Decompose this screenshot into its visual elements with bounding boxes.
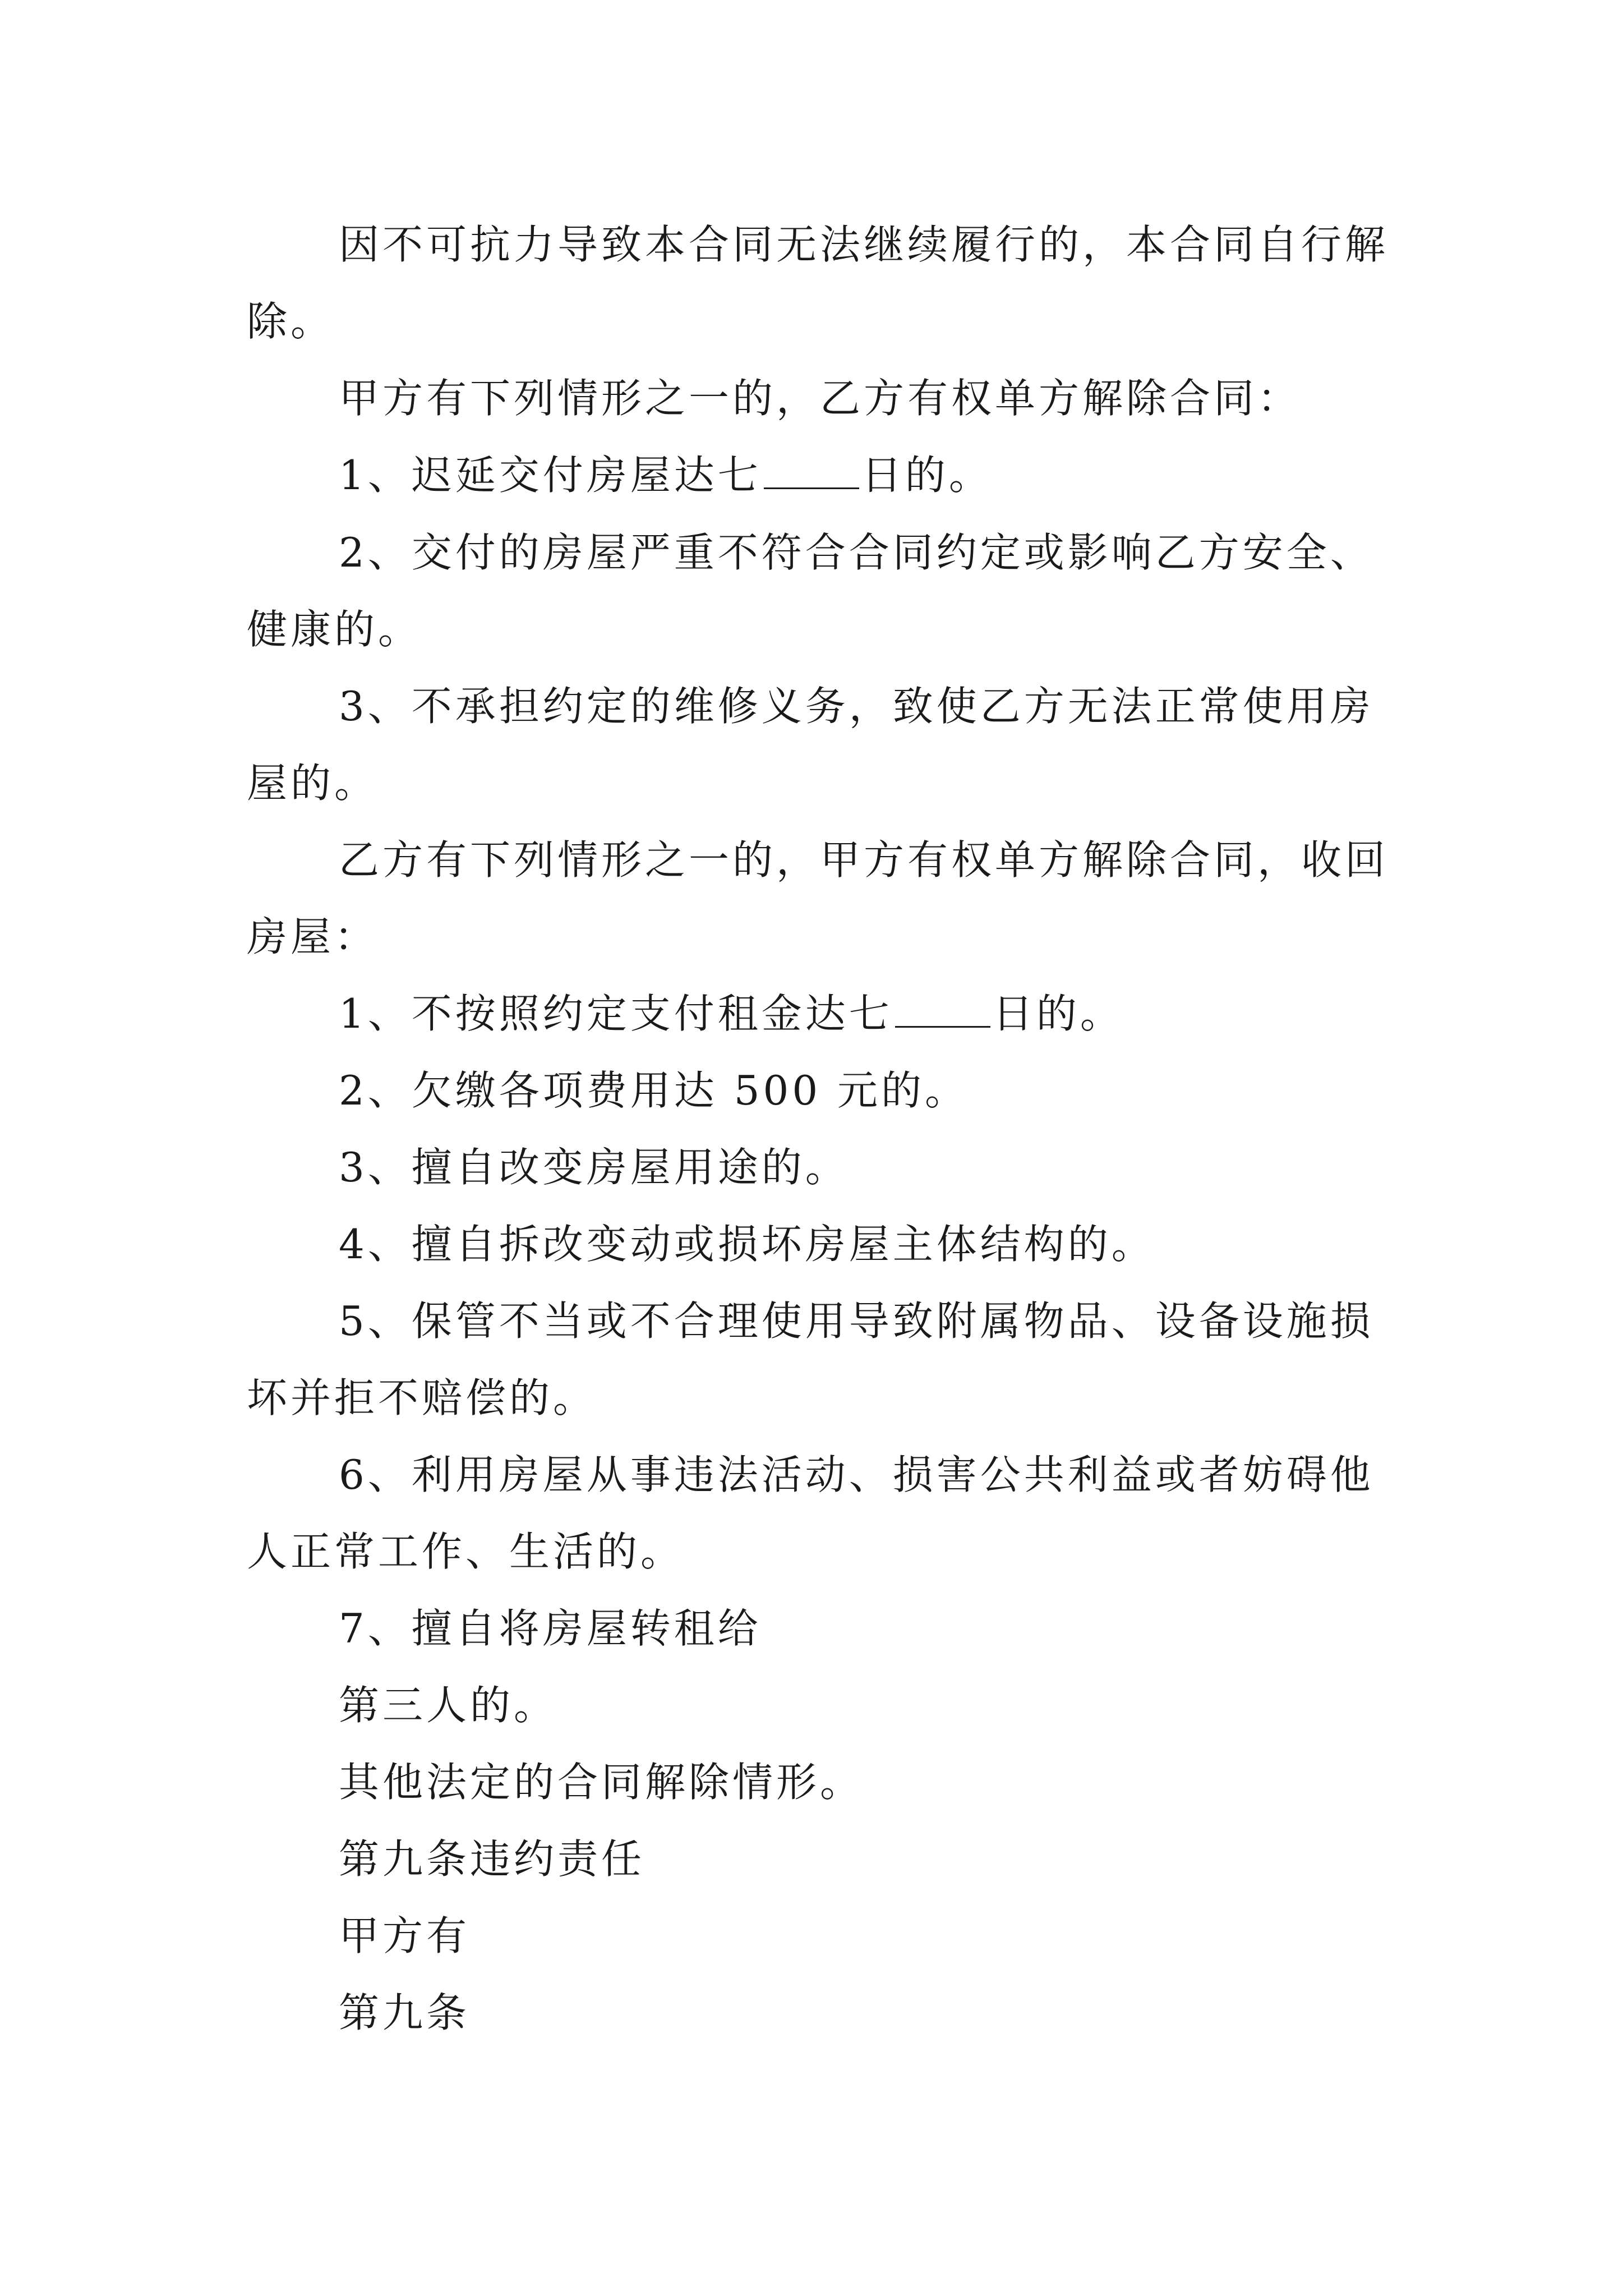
list-item-b7: 7、擅自将房屋转租给 — [339, 1605, 762, 1652]
list-item-b1-text-before: 1、不按照约定支付租金达七 — [339, 990, 893, 1037]
list-item-a2-line2: 健康的。 — [247, 606, 422, 653]
list-item-b1 — [339, 986, 1391, 1042]
article-9-heading: 第九条违约责任 — [339, 1835, 645, 1883]
fill-in-blank-days — [895, 991, 990, 1028]
list-item-b2: 2、欠缴各项费用达 500 元的。 — [339, 1067, 969, 1114]
list-item-b7-continued: 第三人的。 — [339, 1682, 558, 1729]
article-9-fragment: 第九条 — [339, 1989, 471, 2036]
paragraph-party-b-termination-line2: 房屋： — [247, 913, 379, 960]
list-item-b3: 3、擅自改变房屋用途的。 — [339, 1144, 849, 1191]
list-item-a3-line2: 屋的。 — [247, 760, 379, 807]
list-item-b5-line1: 5、保管不当或不合理使用导致附属物品、设备设施损 — [339, 1297, 1374, 1345]
paragraph-party-a-termination-heading: 甲方有下列情形之一的，乙方有权单方解除合同： — [339, 375, 1302, 422]
list-item-b6-line1: 6、利用房屋从事违法活动、损害公共利益或者妨碍他 — [339, 1451, 1374, 1498]
paragraph-other-legal-termination: 其他法定的合同解除情形。 — [339, 1759, 864, 1806]
paragraph-force-majeure-line2: 除。 — [247, 298, 335, 345]
list-item-b4: 4、擅自拆改变动或损坏房屋主体结构的。 — [339, 1221, 1155, 1268]
list-item-a1 — [339, 447, 1391, 503]
paragraph-party-a-fragment: 甲方有 — [339, 1912, 471, 1959]
list-item-a2-line1: 2、交付的房屋严重不符合合同约定或影响乙方安全、 — [339, 529, 1374, 576]
paragraph-force-majeure-line1: 因不可抗力导致本合同无法继续履行的，本合同自行解 — [339, 221, 1389, 268]
list-item-a1-text-after: 日的。 — [861, 452, 993, 499]
list-item-b5-line2: 坏并拒不赔偿的。 — [247, 1374, 597, 1421]
fill-in-blank-days — [764, 453, 859, 489]
paragraph-party-b-termination-line1: 乙方有下列情形之一的，甲方有权单方解除合同，收回 — [339, 836, 1389, 884]
list-item-a3-line1: 3、不承担约定的维修义务，致使乙方无法正常使用房 — [339, 683, 1374, 730]
list-item-b1-text-after: 日的。 — [992, 990, 1124, 1037]
list-item-a1-text-before: 1、迟延交付房屋达七 — [339, 452, 762, 499]
list-item-b6-line2: 人正常工作、生活的。 — [247, 1528, 685, 1575]
